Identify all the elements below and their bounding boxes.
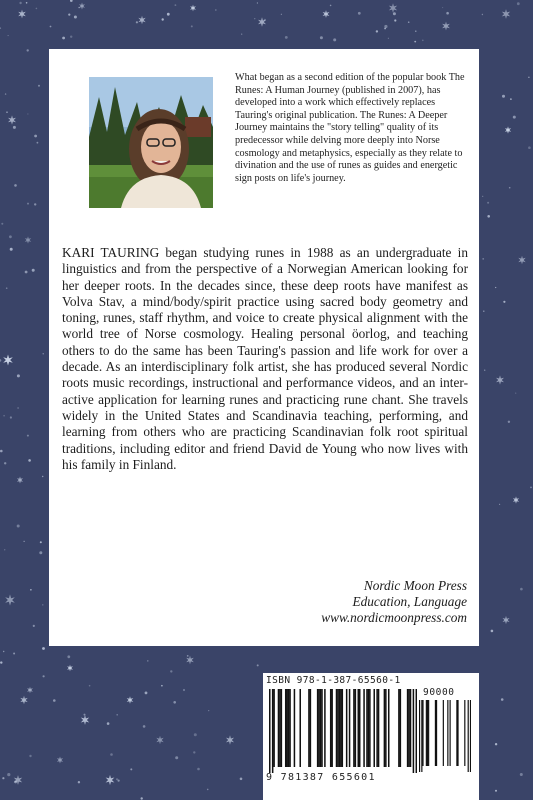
barcode-bar — [456, 700, 457, 766]
star-speck — [358, 12, 361, 15]
star-speck — [384, 28, 386, 30]
star-speck — [50, 26, 52, 28]
star-speck — [207, 789, 209, 791]
star-speck — [78, 781, 80, 783]
star-speck — [143, 725, 146, 728]
star-speck — [384, 25, 387, 28]
author-biography: KARI TAURING began studying runes in 1988 as an undergraduate in linguistics and from the perspective of a Norwegian American looking for her deeper roots. In the decades since, these deep roots have manifest as Volva Stav, a mind/body/spirit practice using sacred body geometry and toning, runes, staff rhythm, and voice to create physical alignment with the world tree of Norse cosmology. Healing personal öorlog, and teaching others to do the same has been Tauring's passion and life work for over a decade. As an interdisciplinary folk artist, she has produced several Nordic roots music recordings, instructional and performance videos, and an inter-active application for learning runes and practicing rune chant. She travels widely in the United States and Scandinavia teaching, performing, and learning from others who are practicing Scandinavian folk root spiritual traditions, including editor and friend David de Young who now lives with his family in Finland. — [62, 245, 468, 472]
barcode-bar — [436, 700, 437, 766]
star-shape — [186, 656, 194, 665]
barcode-bar — [408, 689, 410, 767]
star-speck — [26, 2, 28, 4]
star-speck — [0, 661, 2, 663]
star-speck — [2, 777, 4, 779]
barcode-bar — [435, 700, 436, 766]
star-speck — [3, 651, 4, 652]
star-shape — [127, 696, 134, 704]
star-shape — [518, 256, 525, 265]
star-speck — [24, 541, 25, 542]
star-speck — [14, 781, 17, 784]
star-shape — [57, 757, 63, 764]
barcode-bar — [400, 689, 402, 767]
barcode-bar — [330, 689, 332, 767]
star-speck — [34, 203, 36, 205]
star-speck — [509, 187, 511, 189]
star-speck — [67, 655, 70, 658]
barcode-bar — [337, 689, 339, 767]
star-speck — [393, 12, 396, 15]
star-speck — [8, 35, 9, 36]
star-speck — [53, 699, 56, 702]
star-speck — [320, 36, 323, 39]
star-speck — [19, 2, 21, 4]
barcode-bar — [443, 700, 444, 766]
star-speck — [240, 778, 243, 781]
star-speck — [84, 714, 86, 716]
star-shape — [8, 115, 16, 124]
star-speck — [136, 21, 138, 23]
star-speck — [495, 287, 496, 288]
star-speck — [528, 146, 531, 149]
barcode-bar — [416, 689, 417, 773]
barcode-bar — [286, 689, 288, 767]
star-speck — [285, 36, 288, 39]
star-speck — [32, 269, 35, 272]
star-speck — [197, 768, 200, 771]
barcode-bar — [278, 689, 280, 767]
star-speck — [145, 692, 148, 695]
star-speck — [495, 743, 497, 745]
star-speck — [74, 16, 77, 19]
star-speck — [194, 733, 197, 736]
barcode-bar — [317, 689, 319, 767]
star-speck — [110, 753, 113, 756]
barcode-bar — [288, 689, 290, 767]
star-speck — [446, 12, 449, 15]
star-speck — [415, 31, 416, 32]
barcode-bar — [281, 689, 283, 767]
star-speck — [17, 525, 20, 528]
star-speck — [7, 773, 10, 776]
star-speck — [215, 9, 217, 11]
barcode-bar — [368, 689, 370, 767]
star-shape — [156, 736, 163, 745]
star-speck — [515, 393, 516, 394]
star-shape — [27, 687, 33, 694]
star-speck — [482, 258, 484, 260]
barcode-bar — [308, 689, 310, 767]
star-shape — [389, 3, 397, 13]
star-speck — [62, 37, 65, 40]
star-speck — [68, 14, 70, 16]
star-speck — [27, 49, 29, 51]
star-speck — [508, 421, 510, 423]
star-speck — [116, 714, 118, 716]
star-speck — [495, 790, 497, 792]
star-shape — [138, 16, 145, 25]
star-speck — [333, 38, 336, 41]
book-category: Education, Language — [352, 594, 467, 609]
barcode-bar — [413, 689, 415, 773]
star-shape — [79, 3, 85, 10]
star-speck — [482, 196, 483, 197]
star-speck — [27, 203, 29, 205]
star-speck — [520, 773, 523, 776]
star-speck — [107, 722, 110, 725]
star-speck — [376, 30, 378, 32]
star-speck — [175, 4, 177, 6]
star-speck — [281, 14, 282, 15]
star-speck — [162, 18, 164, 20]
barcode-box — [263, 673, 479, 800]
star-speck — [191, 25, 193, 27]
barcode-bar — [320, 689, 322, 767]
star-speck — [499, 504, 500, 505]
star-speck — [4, 462, 6, 464]
star-speck — [487, 215, 490, 218]
barcode-bar — [421, 700, 422, 772]
star-speck — [528, 77, 529, 78]
barcode-bar — [358, 689, 360, 767]
barcode-bar — [331, 689, 333, 767]
barcode-bar — [346, 689, 348, 767]
back-cover-text-panel — [49, 49, 479, 646]
star-speck — [414, 41, 416, 43]
star-speck — [502, 95, 505, 98]
star-speck — [42, 604, 43, 605]
isbn-barcode-bars — [269, 689, 417, 773]
star-speck — [43, 675, 45, 677]
barcode-bar — [384, 689, 386, 767]
star-speck — [422, 40, 424, 42]
star-speck — [487, 202, 489, 204]
barcode-bar — [355, 689, 357, 767]
star-speck — [257, 2, 258, 3]
barcode-bar — [273, 689, 275, 767]
star-shape — [3, 355, 13, 366]
star-speck — [503, 301, 505, 303]
star-speck — [257, 664, 259, 666]
publisher-name: Nordic Moon Press — [363, 578, 467, 593]
star-speck — [482, 14, 483, 15]
barcode-bar — [388, 689, 390, 767]
star-speck — [33, 625, 35, 627]
star-shape — [502, 9, 510, 19]
barcode-bar — [339, 689, 341, 767]
star-speck — [241, 34, 242, 35]
star-speck — [193, 751, 195, 753]
star-speck — [17, 407, 19, 409]
star-speck — [25, 271, 28, 274]
star-speck — [501, 698, 504, 701]
barcode-bar — [336, 689, 338, 767]
star-speck — [23, 701, 24, 702]
barcode-bar — [279, 689, 281, 767]
star-speck — [484, 370, 485, 371]
star-speck — [13, 653, 15, 655]
publisher-website: www.nordicmoonpress.com — [321, 610, 467, 625]
barcode-bar — [464, 700, 465, 766]
barcode-bar — [398, 689, 400, 767]
barcode-bar — [272, 689, 274, 773]
star-speck — [1, 223, 3, 225]
star-speck — [330, 5, 332, 7]
star-shape — [106, 775, 115, 785]
star-shape — [81, 715, 89, 725]
star-shape — [17, 477, 23, 484]
star-speck — [0, 28, 1, 29]
star-shape — [226, 735, 234, 744]
star-speck — [141, 797, 143, 799]
barcode-bar — [378, 689, 380, 767]
star-speck — [30, 589, 32, 591]
star-speck — [13, 126, 16, 129]
star-speck — [491, 630, 494, 633]
star-speck — [394, 19, 396, 21]
star-speck — [264, 19, 266, 21]
star-speck — [6, 287, 8, 289]
star-shape — [513, 496, 519, 503]
barcode-bar — [321, 689, 323, 767]
star-speck — [78, 7, 80, 9]
star-speck — [34, 135, 37, 138]
author-portrait-photo-icon — [89, 77, 213, 208]
star-speck — [408, 21, 410, 23]
barcode-bar — [363, 689, 365, 767]
star-speck — [27, 435, 29, 437]
barcode-bar — [373, 689, 375, 767]
star-speck — [28, 459, 31, 462]
star-speck — [43, 353, 44, 354]
star-speck — [0, 359, 1, 362]
star-speck — [116, 778, 118, 780]
star-speck — [173, 701, 176, 704]
star-shape — [323, 10, 330, 18]
barcode-bar — [299, 689, 301, 767]
star-speck — [513, 116, 516, 119]
barcode-bar — [419, 700, 420, 772]
barcode-bar — [342, 689, 344, 767]
star-speck — [70, 0, 73, 2]
star-shape — [190, 5, 196, 12]
star-speck — [170, 670, 172, 672]
star-speck — [40, 541, 42, 543]
barcode-bar — [369, 689, 371, 767]
isbn-label: ISBN 978-1-387-65560-1 — [266, 675, 401, 686]
barcode-bar — [366, 689, 368, 767]
barcode-bar — [349, 689, 351, 767]
star-speck — [388, 38, 389, 39]
star-shape — [496, 375, 504, 384]
star-shape — [258, 17, 266, 26]
star-speck — [254, 18, 255, 19]
book-description: What began as a second edition of the popular book The Runes: A Human Journey (published in 2007), has developed into a work which effectively replaces Tauring's original publication. The Runes: A Deeper Journey maintains the "story telling" quality of its predecessor while delving more deeply into Norse cosmology and metaphysics, especially as they relate to divination and the use of runes as guides and energetic sign posts on life's journey. — [235, 72, 465, 184]
barcode-bar — [447, 700, 448, 766]
star-speck — [147, 660, 148, 661]
star-shape — [14, 775, 22, 785]
barcode-bar — [407, 689, 409, 767]
star-speck — [130, 768, 132, 770]
author-photo — [89, 77, 213, 208]
star-speck — [36, 8, 38, 10]
barcode-bar — [324, 689, 326, 767]
star-speck — [10, 248, 13, 251]
star-speck — [483, 311, 484, 312]
star-speck — [175, 756, 178, 759]
price-addon-barcode-bars — [419, 700, 471, 772]
barcode-bar — [422, 700, 423, 766]
barcode-bar — [376, 689, 378, 767]
barcode-bar — [294, 689, 296, 767]
barcode-bar — [427, 700, 428, 766]
star-speck — [167, 13, 170, 16]
star-speck — [183, 689, 185, 691]
star-speck — [510, 98, 512, 100]
barcode-bar — [310, 689, 312, 767]
star-speck — [89, 685, 91, 687]
barcode-bar — [457, 700, 458, 766]
star-speck — [161, 685, 163, 687]
star-speck — [17, 374, 20, 377]
barcode-bar — [359, 689, 361, 767]
star-shape — [505, 126, 511, 133]
star-speck — [27, 114, 28, 115]
star-speck — [29, 755, 31, 757]
publisher-info — [321, 578, 467, 626]
barcode-bar — [470, 700, 471, 772]
star-speck — [10, 416, 12, 418]
barcode-bar — [340, 689, 342, 767]
star-speck — [4, 549, 5, 550]
barcode-bar — [410, 689, 412, 767]
star-speck — [530, 487, 532, 489]
star-speck — [42, 476, 43, 477]
star-speck — [442, 7, 443, 8]
star-speck — [14, 184, 17, 187]
star-speck — [208, 710, 209, 711]
barcode-bar — [353, 689, 355, 767]
barcode-digits: 9 781387 655601 — [266, 772, 376, 783]
star-shape — [25, 236, 31, 243]
barcode-bar — [318, 689, 320, 767]
star-shape — [442, 22, 450, 31]
barcode-bar — [450, 700, 451, 766]
star-speck — [42, 647, 45, 650]
price-code: 90000 — [423, 687, 455, 698]
barcode-bar — [285, 689, 287, 767]
star-speck — [187, 655, 189, 657]
barcode-bar — [289, 689, 291, 767]
star-speck — [5, 93, 6, 94]
barcode-bar — [426, 700, 427, 766]
star-shape — [20, 696, 27, 704]
star-shape — [18, 10, 26, 19]
star-speck — [37, 142, 39, 144]
star-speck — [520, 588, 523, 591]
star-speck — [6, 111, 8, 113]
barcode-bar — [269, 689, 271, 773]
star-speck — [9, 235, 12, 238]
barcode-bar — [468, 700, 469, 772]
star-speck — [517, 2, 520, 5]
star-speck — [0, 450, 3, 453]
barcode-bar — [428, 700, 429, 766]
star-speck — [38, 85, 40, 87]
star-speck — [3, 415, 5, 417]
star-shape — [5, 594, 15, 605]
barcode-bar — [385, 689, 387, 767]
star-shape — [503, 616, 510, 624]
star-speck — [70, 36, 72, 38]
star-shape — [67, 665, 73, 672]
star-speck — [39, 551, 42, 554]
